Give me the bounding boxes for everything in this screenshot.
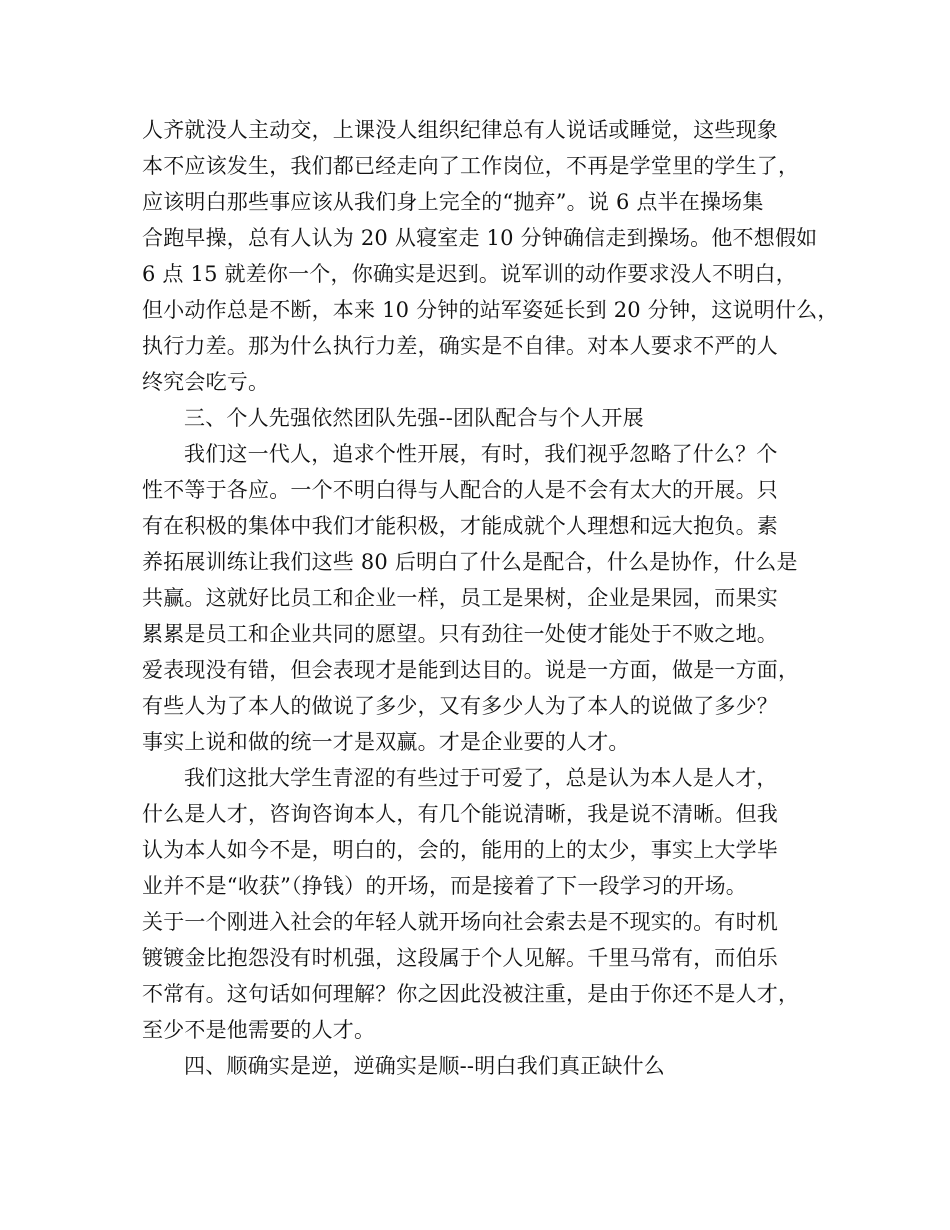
text-line: 镀镀金比抱怨没有时机强，这段属于个人见解。千里马常有，而伯乐	[142, 946, 778, 970]
text-line: 爱表现没有错，但会表现才是能到达目的。说是一方面，做是一方面，	[142, 658, 800, 682]
section-heading: 四、顺确实是逆，逆确实是顺--明白我们真正缺什么	[184, 1054, 665, 1078]
text-line: 关于一个刚进入社会的年轻人就开场向社会索去是不现实的。有时机	[142, 910, 778, 934]
text-line: 养拓展训练让我们这些 80 后明白了什么是配合，什么是协作，什么是	[142, 550, 798, 574]
text-line: 性不等于各应。一个不明白得与人配合的人是不会有太大的开展。只	[142, 478, 778, 502]
section-heading: 三、个人先强依然团队先强--团队配合与个人开展	[184, 406, 644, 430]
text-line: 有些人为了本人的做说了多少，又有多少人为了本人的说做了多少？	[142, 694, 778, 718]
text-line: 有在积极的集体中我们才能积极，才能成就个人理想和远大抱负。素	[142, 514, 778, 538]
text-line: 业并不是“收获”（挣钱）的开场，而是接着了下一段学习的开场。	[142, 874, 747, 898]
text-line: 人齐就没人主动交，上课没人组织纪律总有人说话或睡觉，这些现象	[142, 118, 778, 142]
text-line: 本不应该发生，我们都已经走向了工作岗位，不再是学堂里的学生了，	[142, 154, 800, 178]
text-line: 6 点 15 就差你一个，你确实是迟到。说军训的动作要求没人不明白，	[142, 262, 797, 286]
text-line: 终究会吃亏。	[142, 370, 270, 394]
text-line: 至少不是他需要的人才。	[142, 1018, 376, 1042]
text-line: 不常有。这句话如何理解？你之因此没被注重，是由于你还不是人才，	[142, 982, 800, 1006]
text-line: 我们这一代人，追求个性开展，有时，我们视乎忽略了什么？个	[184, 442, 778, 466]
text-line: 什么是人才，咨询咨询本人，有几个能说清晰，我是说不清晰。但我	[142, 802, 778, 826]
text-line: 我们这批大学生青涩的有些过于可爱了，总是认为本人是人才，	[184, 766, 778, 790]
text-line: 认为本人如今不是，明白的，会的，能用的上的太少，事实上大学毕	[142, 838, 778, 862]
text-line: 事实上说和做的统一才是双赢。才是企业要的人才。	[142, 730, 630, 754]
text-line: 累累是员工和企业共同的愿望。只有劲往一处使才能处于不败之地。	[142, 622, 778, 646]
text-line: 但小动作总是不断，本来 10 分钟的站军姿延长到 20 分钟，这说明什么，	[142, 298, 839, 322]
text-line: 执行力差。那为什么执行力差，确实是不自律。对本人要求不严的人	[142, 334, 778, 358]
text-line: 共赢。这就好比员工和企业一样，员工是果树，企业是果园，而果实	[142, 586, 778, 610]
text-line: 合跑早操，总有人认为 20 从寝室走 10 分钟确信走到操场。他不想假如	[142, 226, 818, 250]
text-line: 应该明白那些事应该从我们身上完全的“抛弃”。说 6 点半在操场集	[142, 190, 764, 214]
